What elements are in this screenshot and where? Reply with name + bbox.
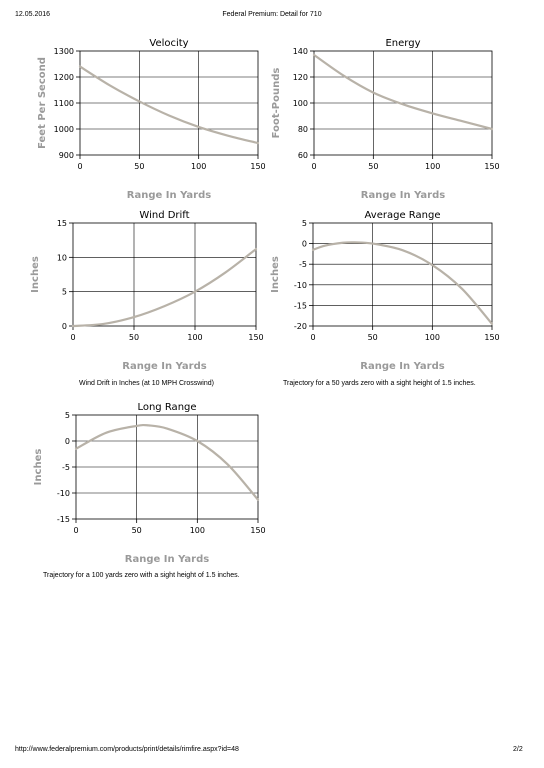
y-tick-label: 15 xyxy=(56,219,67,228)
header-date: 12.05.2016 xyxy=(15,11,51,18)
x-tick-label: 0 xyxy=(311,162,317,171)
x-tick-label: 100 xyxy=(425,162,441,171)
x-tick-label: 0 xyxy=(73,526,79,535)
x-axis-label: Range In Yards xyxy=(360,190,446,201)
y-tick-label: 0 xyxy=(64,437,70,446)
x-tick-label: 50 xyxy=(131,526,142,535)
y-tick-label: -15 xyxy=(293,301,307,311)
x-tick-label: 0 xyxy=(310,333,316,342)
y-tick-label: 0 xyxy=(61,322,67,331)
x-tick-label: 100 xyxy=(424,333,440,342)
y-tick-label: 5 xyxy=(301,219,307,228)
chart-title: Average Range xyxy=(364,210,441,221)
chart-title: Long Range xyxy=(137,402,197,413)
y-tick-label: 140 xyxy=(292,47,308,56)
header-title: Federal Premium: Detail for 710 xyxy=(222,11,322,18)
x-axis-label: Range In Yards xyxy=(122,361,207,372)
x-tick-label: 150 xyxy=(250,526,266,535)
footer-url: http://www.federalpremium.com/products/print/details/rimfire.aspx?id=48 xyxy=(15,746,239,753)
x-axis-label: Range In Yards xyxy=(126,190,212,201)
x-tick-label: 150 xyxy=(484,162,500,171)
y-tick-label: 0 xyxy=(301,239,307,249)
chart-title: Velocity xyxy=(149,38,189,49)
chart-title: Wind Drift xyxy=(139,210,190,221)
y-tick-label: 10 xyxy=(56,253,67,263)
y-axis-label: Feet Per Second xyxy=(37,57,48,149)
y-tick-label: -10 xyxy=(293,280,307,290)
y-tick-label: 100 xyxy=(292,99,308,108)
y-tick-label: 5 xyxy=(61,287,67,297)
y-axis-label: Inches xyxy=(270,256,281,293)
x-axis-label: Range In Yards xyxy=(360,361,445,372)
y-tick-label: 60 xyxy=(297,151,308,160)
footer-page-number: 2/2 xyxy=(513,746,523,753)
y-tick-label: 80 xyxy=(297,125,308,134)
y-tick-label: 120 xyxy=(292,73,308,82)
x-tick-label: 0 xyxy=(70,333,76,342)
y-tick-label: 5 xyxy=(64,411,70,420)
y-tick-label: -15 xyxy=(56,515,70,524)
average-range-caption: Trajectory for a 50 yards zero with a sight height of 1.5 inches. xyxy=(283,380,476,387)
long-range-caption: Trajectory for a 100 yards zero with a sight height of 1.5 inches. xyxy=(43,572,240,579)
y-axis-label: Foot-Pounds xyxy=(271,67,282,139)
x-axis-label: Range In Yards xyxy=(124,554,210,565)
y-tick-label: -5 xyxy=(299,260,307,270)
y-tick-label: 900 xyxy=(58,151,74,160)
chart-title: Energy xyxy=(385,38,421,49)
x-tick-label: 100 xyxy=(187,333,203,342)
x-tick-label: 50 xyxy=(367,333,378,342)
y-tick-label: 1300 xyxy=(53,47,74,56)
x-tick-label: 50 xyxy=(128,333,140,342)
y-tick-label: 1100 xyxy=(53,99,74,108)
y-tick-label: -20 xyxy=(293,322,307,331)
x-tick-label: 150 xyxy=(484,333,500,342)
wind-drift-caption: Wind Drift in Inches (at 10 MPH Crosswind) xyxy=(79,380,214,387)
x-tick-label: 100 xyxy=(191,162,207,171)
y-tick-label: -10 xyxy=(56,489,70,498)
y-axis-label: Inches xyxy=(30,256,41,293)
y-axis-label: Inches xyxy=(33,448,44,486)
x-tick-label: 50 xyxy=(134,162,145,171)
y-tick-label: -5 xyxy=(62,463,70,472)
y-tick-label: 1200 xyxy=(53,73,74,82)
x-tick-label: 150 xyxy=(250,162,266,171)
y-tick-label: 1000 xyxy=(53,125,74,134)
x-tick-label: 100 xyxy=(189,526,205,535)
series-line xyxy=(76,425,258,500)
x-tick-label: 50 xyxy=(368,162,379,171)
x-tick-label: 150 xyxy=(248,333,264,342)
x-tick-label: 0 xyxy=(77,162,83,171)
